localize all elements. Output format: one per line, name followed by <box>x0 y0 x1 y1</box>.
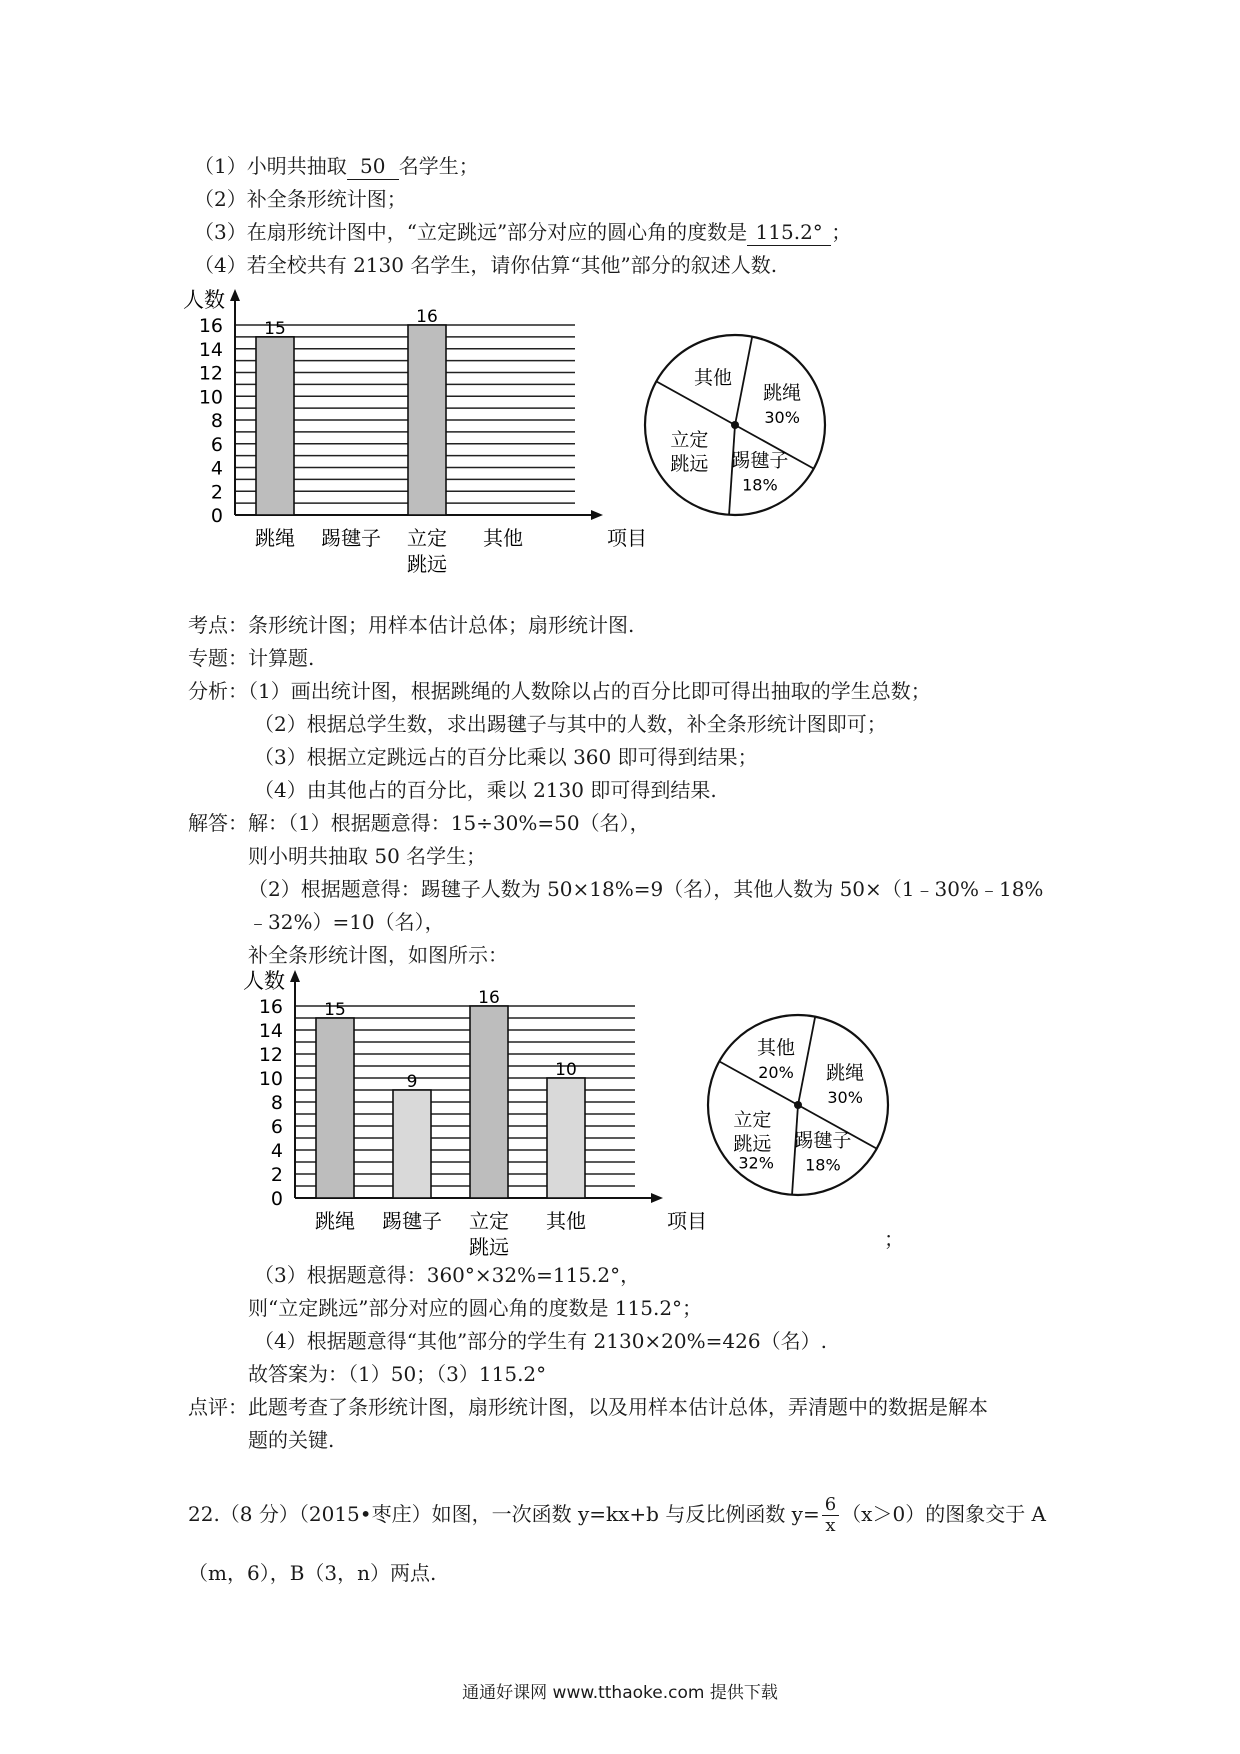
bar-value-label: 9 <box>406 1072 418 1092</box>
y-axis-arrow <box>230 289 240 301</box>
pie-chart-original <box>630 320 840 530</box>
fenxi-1: 分析：（1）画出统计图，根据跳绳的人数除以占的百分比即可得出抽取的学生总数； <box>188 679 931 703</box>
bar <box>393 1090 431 1198</box>
pie-slice-percent: 20% <box>758 1062 794 1082</box>
pie-slice-label: 跳远 <box>733 1132 772 1155</box>
pie-center <box>731 421 739 429</box>
pie-slice-label: 踢毽子 <box>794 1129 852 1152</box>
question-22-line-1 <box>188 1492 1046 1536</box>
pie-slice-percent: 18% <box>805 1155 841 1175</box>
question-22-line-2: （m，6），B（3，n）两点. <box>188 1561 437 1585</box>
bar <box>547 1078 585 1198</box>
footer: 通通好课网 www.tthaoke.com 提供下载 <box>462 1683 778 1703</box>
y-tick-label: 6 <box>270 1116 283 1138</box>
solution-line-1: 解答：解：（1）根据题意得：15÷30%=50（名）， <box>188 811 650 835</box>
fenxi-3: （3）根据立定跳远占的百分比乘以 360 即可得到结果； <box>254 745 758 769</box>
y-tick-label: 12 <box>198 362 223 385</box>
x-tick-label: 踢毽子 <box>382 1209 442 1233</box>
y-axis-arrow <box>290 970 300 982</box>
pie-slice-label: 立定 <box>733 1108 772 1131</box>
question-3-text: （3）在扇形统计图中，“立定跳远”部分对应的圆心角的度数是 <box>194 220 748 244</box>
y-tick-label: 10 <box>198 386 223 409</box>
solution-line-8: （4）根据题意得“其他”部分的学生有 2130×20%=426（名）. <box>254 1329 827 1353</box>
bar <box>470 1006 508 1198</box>
question-2: （2）补全条形统计图； <box>194 187 407 211</box>
question-4: （4）若全校共有 2130 名学生，请你估算“其他”部分的叙述人数. <box>194 253 778 277</box>
x-axis-arrow <box>591 510 603 520</box>
y-tick-label: 2 <box>270 1164 283 1186</box>
y-tick-label: 4 <box>210 457 223 480</box>
pie-center <box>794 1101 802 1109</box>
solution-line-4: ﹣32%）=10（名）， <box>248 910 445 934</box>
bar-value-label: 15 <box>264 318 286 339</box>
bar <box>256 337 294 515</box>
y-tick-label: 14 <box>198 338 223 361</box>
y-tick-label: 16 <box>198 315 223 337</box>
x-tick-label: 跳远 <box>407 552 447 576</box>
pie-slice-percent: 30% <box>764 408 800 428</box>
dianping-1: 点评：此题考查了条形统计图，扇形统计图，以及用样本估计总体，弄清题中的数据是解本 <box>188 1395 988 1419</box>
y-tick-label: 8 <box>210 410 223 432</box>
y-tick-label: 14 <box>258 1020 283 1042</box>
y-tick-label: 2 <box>210 481 223 504</box>
x-tick-label: 其他 <box>483 526 523 550</box>
pie-slice-label: 踢毽子 <box>731 449 789 472</box>
y-tick-label: 10 <box>258 1068 283 1090</box>
x-tick-label: 其他 <box>546 1209 586 1233</box>
figure-semicolon: ； <box>884 1227 904 1251</box>
y-tick-label: 16 <box>258 996 283 1018</box>
pie-slice-label: 立定 <box>670 428 709 451</box>
y-tick-label: 6 <box>210 433 223 456</box>
y-tick-label: 4 <box>270 1140 283 1162</box>
dianping-2: 题的关键. <box>248 1428 335 1452</box>
bar-value-label: 16 <box>478 988 500 1008</box>
fraction-denominator: x <box>825 1515 836 1536</box>
answer-blank-3: 115.2° <box>747 219 831 246</box>
pie-slice-label: 其他 <box>757 1036 796 1059</box>
bar-chart-completed <box>240 969 707 1260</box>
y-axis-label: 人数 <box>183 288 225 312</box>
question-22-suffix: （x＞0）的图象交于 A <box>841 1502 1046 1526</box>
solution-line-9: 故答案为：（1）50；（3）115.2° <box>248 1362 547 1386</box>
question-1-suffix: 名学生； <box>398 154 479 178</box>
solution-line-6: （3）根据题意得：360°×32%=115.2°， <box>254 1263 641 1287</box>
x-tick-label: 踢毽子 <box>321 526 381 550</box>
pie-slice-label: 其他 <box>694 366 733 389</box>
question-3 <box>194 219 851 246</box>
question-3-suffix: ； <box>831 220 852 244</box>
y-tick-label: 8 <box>270 1092 283 1114</box>
question-1 <box>194 153 479 180</box>
y-tick-label: 0 <box>270 1188 283 1210</box>
pie-slice-label: 跳远 <box>670 452 709 475</box>
x-tick-label: 立定 <box>469 1209 509 1233</box>
y-tick-label: 0 <box>210 505 223 527</box>
pie-slice-percent: 18% <box>742 475 778 495</box>
question-1-text: （1）小明共抽取 <box>194 154 347 178</box>
bar <box>408 325 446 515</box>
zhuanti: 专题：计算题. <box>188 646 315 670</box>
kaodian: 考点：条形统计图；用样本估计总体；扇形统计图. <box>188 613 635 637</box>
bar <box>316 1018 354 1198</box>
fraction-numerator: 6 <box>822 1495 839 1516</box>
pie-chart-completed <box>693 1000 903 1210</box>
bar-value-label: 16 <box>416 307 438 327</box>
bar-value-label: 10 <box>555 1060 577 1080</box>
bar-chart-original <box>183 280 647 576</box>
x-tick-label: 跳绳 <box>255 526 295 550</box>
x-axis-arrow <box>651 1193 663 1203</box>
y-axis-label: 人数 <box>243 969 285 993</box>
pie-slice-label: 跳绳 <box>763 382 802 405</box>
fenxi-2: （2）根据总学生数，求出踢毽子与其中的人数，补全条形统计图即可； <box>254 712 887 736</box>
fraction-6-over-x <box>822 1495 839 1536</box>
fenxi-4: （4）由其他占的百分比，乘以 2130 即可得到结果. <box>254 778 717 802</box>
x-axis-label: 项目 <box>667 1209 707 1233</box>
solution-line-5: 补全条形统计图，如图所示： <box>248 943 508 967</box>
x-axis-label: 项目 <box>607 526 647 550</box>
pie-slice-percent: 30% <box>827 1088 863 1108</box>
y-tick-label: 12 <box>258 1044 283 1066</box>
bar-value-label: 15 <box>324 1000 346 1020</box>
x-tick-label: 立定 <box>407 526 447 550</box>
answer-blank-1: 50 <box>347 153 399 180</box>
pie-slice-label: 跳绳 <box>826 1062 865 1085</box>
solution-line-3: （2）根据题意得：踢毽子人数为 50×18%=9（名），其他人数为 50×（1﹣30%﹣18% <box>248 877 1044 901</box>
question-22-text: 22.（8 分）（2015•枣庄）如图，一次函数 y=kx+b 与反比例函数 y= <box>188 1502 820 1526</box>
solution-line-2: 则小明共抽取 50 名学生； <box>248 844 487 868</box>
pie-slice-percent: 32% <box>738 1153 774 1173</box>
x-tick-label: 跳绳 <box>315 1209 355 1233</box>
solution-line-7: 则“立定跳远”部分对应的圆心角的度数是 115.2°； <box>248 1296 703 1320</box>
x-tick-label: 跳远 <box>469 1235 509 1259</box>
